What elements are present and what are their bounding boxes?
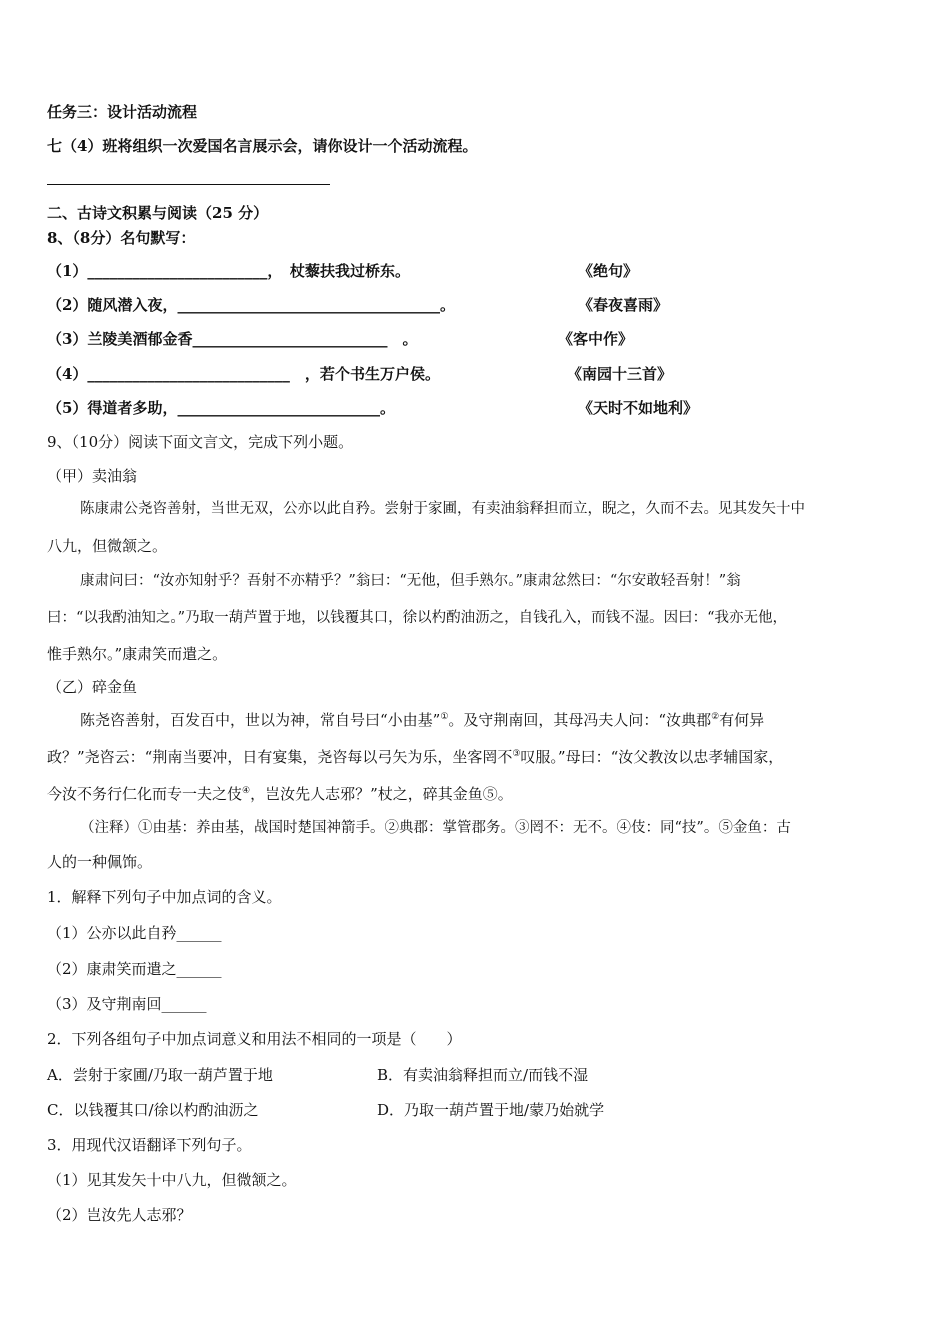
subq2-option-b: B．有卖油翁释担而立/而钱不湿 (377, 1066, 589, 1084)
passage-yi-line: 政？”尧咨云：“荆南当要冲，日有宴集，尧咨每以弓矢为乐，坐客罔不③叹服。”母曰：“汝父教汝以忠孝辅国家， (47, 748, 784, 766)
q8-stem: 8、（8分）名句默写： (47, 229, 196, 247)
q8-item-4: （4）___________________________ ，若个书生万户侯。 (47, 365, 440, 383)
q8-item-3: （3）兰陵美酒郁金香__________________________ 。 (47, 330, 418, 348)
q8-source-4: 《南园十三首》 (567, 365, 673, 383)
subq2-option-a: A．尝射于家圃/乃取一葫芦置于地 (47, 1066, 273, 1084)
notes-line: 人的一种佩饰。 (47, 853, 153, 871)
passage-jia-line: 曰：“以我酌油知之。”乃取一葫芦置于地，以钱覆其口，徐以杓酌油沥之，自钱孔入，而钱不湿。因曰：“我亦无他， (47, 610, 787, 626)
passage-jia-title: （甲）卖油翁 (47, 467, 138, 485)
q8-source-3: 《客中作》 (558, 330, 634, 348)
passage-jia-line: 八九，但微颔之。 (47, 537, 168, 555)
passage-yi-title: （乙）碎金鱼 (47, 678, 138, 696)
task3-prompt: 七（4）班将组织一次爱国名言展示会，请你设计一个活动流程。 (47, 137, 478, 155)
q8-source-5: 《天时不如地利》 (578, 399, 699, 417)
subq2-option-d: D．乃取一葫芦置于地/蒙乃始就学 (377, 1101, 605, 1119)
subq3-item: （2）岂汝先人志邪？ (47, 1206, 192, 1224)
answer-line (47, 184, 330, 185)
subq2-stem: 2．下列各组句子中加点词意义和用法不相同的一项是（ ） (47, 1030, 462, 1048)
q8-source-1: 《绝句》 (578, 262, 639, 280)
subq1-item: （1）公亦以此自矜______ (47, 924, 222, 942)
subq2-option-c: C．以钱覆其口/徐以杓酌油沥之 (47, 1101, 259, 1119)
subq1-stem: 1．解释下列句子中加点词的含义。 (47, 888, 282, 906)
q8-item-5: （5）得道者多助，___________________________。 (47, 399, 395, 417)
subq1-item: （2）康肃笑而遣之______ (47, 960, 222, 978)
subq1-item: （3）及守荆南回______ (47, 995, 207, 1013)
q8-item-2: （2）随风潜入夜，___________________________________。 (47, 296, 455, 314)
passage-jia-line: 陈康肃公尧咨善射，当世无双，公亦以此自矜。尝射于家圃，有卖油翁释担而立，睨之，久而不去。见其发矢十中 (80, 501, 805, 517)
q9-stem: 9、（10分）阅读下面文言文，完成下列小题。 (47, 433, 354, 451)
passage-yi-line: 今汝不务行仁化而专一夫之伎④，岂汝先人志邪？”杖之，碎其金鱼⑤。 (47, 785, 513, 803)
passage-yi-line: 陈尧咨善射，百发百中，世以为神，常自号曰“小由基”①。及守荆南回，其母冯夫人问：“汝典郡②有何异 (80, 711, 765, 729)
q8-item-1: （1）________________________， 杖藜扶我过桥东。 (47, 262, 410, 280)
passage-jia-line: 康肃问曰：“汝亦知射乎？吾射不亦精乎？”翁曰：“无他，但手熟尔。”康肃忿然曰：“尔安敢轻吾射！”翁 (80, 573, 741, 589)
subq3-item: （1）见其发矢十中八九，但微颔之。 (47, 1171, 297, 1189)
subq3-stem: 3．用现代汉语翻译下列句子。 (47, 1136, 252, 1154)
notes-line: （注释）①由基：养由基，战国时楚国神箭手。②典郡：掌管郡务。③罔不：无不。④伎：同“技”。⑤金鱼：古 (80, 820, 791, 836)
section2-heading: 二、古诗文积累与阅读（25 分） (47, 204, 269, 222)
q8-source-2: 《春夜喜雨》 (578, 296, 669, 314)
task3-title: 任务三：设计活动流程 (47, 103, 198, 121)
passage-jia-line: 惟手熟尔。”康肃笑而遣之。 (47, 645, 228, 663)
